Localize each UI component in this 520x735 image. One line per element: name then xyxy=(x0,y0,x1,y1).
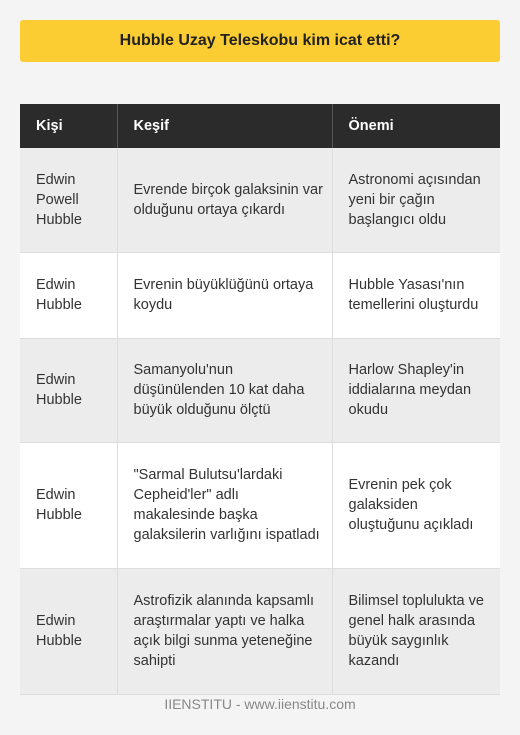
cell-person: Edwin Hubble xyxy=(20,442,117,568)
cell-discovery: Evrende birçok galaksinin var olduğunu ortaya çıkardı xyxy=(117,148,332,252)
cell-discovery: Astrofizik alanında kapsamlı araştırmalar yaptı ve halka açık bilgi sunma yeteneğine sahipti xyxy=(117,568,332,694)
discovery-table xyxy=(20,104,500,695)
cell-importance: Hubble Yasası'nın temellerini oluşturdu xyxy=(332,252,500,338)
cell-importance: Bilimsel toplulukta ve genel halk arasında büyük saygınlık kazandı xyxy=(332,568,500,694)
cell-person: Edwin Hubble xyxy=(20,252,117,338)
table-row xyxy=(20,568,500,694)
table-row xyxy=(20,252,500,338)
column-header-person: Kişi xyxy=(20,104,117,148)
cell-person: Edwin Powell Hubble xyxy=(20,148,117,252)
column-header-discovery: Keşif xyxy=(117,104,332,148)
cell-importance: Evrenin pek çok galaksiden oluştuğunu açıkladı xyxy=(332,442,500,568)
cell-discovery: "Sarmal Bulutsu'lardaki Cepheid'ler" adlı makalesinde başka galaksilerin varlığını ispatladı xyxy=(117,442,332,568)
cell-importance: Harlow Shapley'in iddialarına meydan okudu xyxy=(332,338,500,442)
cell-person: Edwin Hubble xyxy=(20,568,117,694)
cell-importance: Astronomi açısından yeni bir çağın başlangıcı oldu xyxy=(332,148,500,252)
table-row xyxy=(20,148,500,252)
cell-discovery: Evrenin büyüklüğünü ortaya koydu xyxy=(117,252,332,338)
table-row xyxy=(20,442,500,568)
table-row xyxy=(20,338,500,442)
footer-credit: IIENSTITU - www.iienstitu.com xyxy=(164,696,356,712)
cell-person: Edwin Hubble xyxy=(20,338,117,442)
column-header-importance: Önemi xyxy=(332,104,500,148)
table-header-row xyxy=(20,104,500,148)
page-title: Hubble Uzay Teleskobu kim icat etti? xyxy=(20,20,500,62)
cell-discovery: Samanyolu'nun düşünülenden 10 kat daha büyük olduğunu ölçtü xyxy=(117,338,332,442)
